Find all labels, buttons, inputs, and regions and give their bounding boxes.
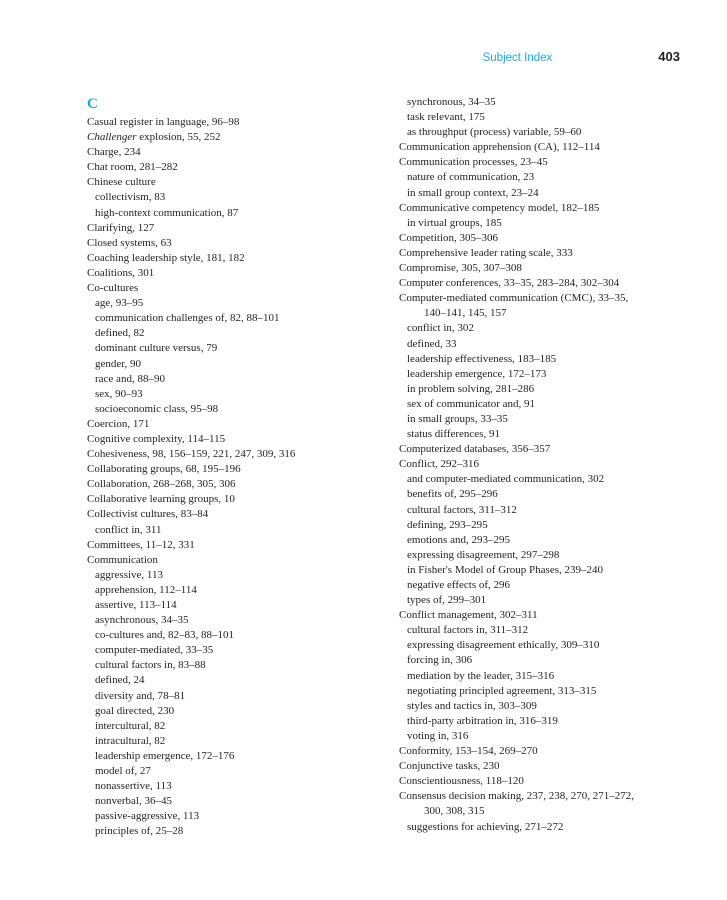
entry-text: explosion, 55, 252 xyxy=(136,131,221,144)
entry-text: Charge, 234 xyxy=(87,146,141,159)
entry-text: age, 93–95 xyxy=(95,297,144,310)
entry-text: Conflict management, 302–311 xyxy=(399,609,538,622)
entry-text: cultural factors in, 311–312 xyxy=(407,624,529,637)
entry-text: defined, 24 xyxy=(95,674,145,687)
entry-text: Chinese culture xyxy=(87,176,156,189)
entry-text: Communication apprehension (CA), 112–114 xyxy=(399,141,600,154)
index-entry xyxy=(399,140,699,155)
entry-text: benefits of, 295–296 xyxy=(407,488,498,501)
index-subentry xyxy=(399,95,699,110)
entry-text: Communicative competency model, 182–185 xyxy=(399,201,600,214)
index-entry xyxy=(87,281,387,296)
index-entry xyxy=(399,608,699,623)
entry-text: 300, 308, 315 xyxy=(424,805,485,818)
index-subentry xyxy=(399,518,699,533)
index-subentry xyxy=(87,387,387,402)
entry-text: as throughput (process) variable, 59–60 xyxy=(407,126,582,139)
entry-text: apprehension, 112–114 xyxy=(95,583,197,596)
index-subentry xyxy=(399,653,699,668)
entry-text: Computerized databases, 356–357 xyxy=(399,443,551,456)
index-subentry xyxy=(87,296,387,311)
entry-text: types of, 299–301 xyxy=(407,594,487,607)
index-entry xyxy=(87,160,387,175)
index-entry xyxy=(399,261,699,276)
index-entry xyxy=(399,457,699,472)
index-entry xyxy=(399,201,699,216)
entry-text: aggressive, 113 xyxy=(95,568,164,581)
index-entry-continuation xyxy=(399,804,699,819)
entry-text: Competition, 305–306 xyxy=(399,231,498,244)
index-entry xyxy=(87,462,387,477)
index-subentry xyxy=(87,673,387,688)
entry-text: Coercion, 171 xyxy=(87,417,150,430)
entry-text: forcing in, 306 xyxy=(407,654,473,667)
entry-text: intercultural, 82 xyxy=(95,719,166,732)
index-subentry xyxy=(87,357,387,372)
index-entry xyxy=(399,774,699,789)
entry-text: assertive, 113–114 xyxy=(95,599,177,611)
index-subentry xyxy=(87,326,387,341)
index-subentry xyxy=(87,809,387,824)
entry-text: in problem solving, 281–286 xyxy=(407,382,535,395)
index-subentry xyxy=(399,170,699,185)
entry-text: high-context communication, 87 xyxy=(95,206,239,219)
entry-text: passive-aggressive, 113 xyxy=(95,810,200,823)
index-subentry xyxy=(87,779,387,794)
entry-text: expressing disagreement, 297–298 xyxy=(407,548,560,561)
right-entries xyxy=(399,95,699,835)
index-entry xyxy=(87,417,387,432)
index-subentry xyxy=(87,311,387,326)
entry-text: 140–141, 145, 157 xyxy=(424,307,507,320)
index-entry xyxy=(399,291,699,306)
entry-text: sex, 90–93 xyxy=(95,387,143,400)
index-entry xyxy=(399,744,699,759)
index-entry xyxy=(399,155,699,170)
entry-text: Coaching leadership style, 181, 182 xyxy=(87,251,245,264)
index-entry xyxy=(399,442,699,457)
entry-text: asynchronous, 34–35 xyxy=(95,614,189,627)
entry-text: socioeconomic class, 95–98 xyxy=(95,402,219,415)
index-subentry xyxy=(399,638,699,653)
index-subentry xyxy=(399,216,699,231)
entry-text: race and, 88–90 xyxy=(95,372,165,385)
entry-text: Cognitive complexity, 114–115 xyxy=(87,432,226,445)
entry-text: Conformity, 153–154, 269–270 xyxy=(399,745,538,758)
entry-text: Committees, 11–12, 331 xyxy=(87,538,195,551)
entry-text: defined, 33 xyxy=(407,337,457,350)
index-entry xyxy=(87,251,387,266)
entry-text: model of, 27 xyxy=(95,765,151,778)
index-entry xyxy=(399,789,699,804)
index-subentry xyxy=(87,523,387,538)
index-subentry xyxy=(87,628,387,643)
index-entry xyxy=(87,492,387,507)
entry-text: negotiating principled agreement, 313–315 xyxy=(407,684,597,697)
index-subentry xyxy=(399,321,699,336)
index-subentry xyxy=(399,699,699,714)
entry-text: Conjunctive tasks, 230 xyxy=(399,760,500,773)
index-subentry xyxy=(87,568,387,583)
page-number: 403 xyxy=(658,49,680,64)
entry-text: Comprehensive leader rating scale, 333 xyxy=(399,246,573,259)
entry-text: communication challenges of, 82, 88–101 xyxy=(95,312,280,325)
entry-text: Clarifying, 127 xyxy=(87,221,155,234)
entry-text: third-party arbitration in, 316–319 xyxy=(407,714,558,727)
index-subentry xyxy=(399,593,699,608)
entry-text: conflict in, 302 xyxy=(407,322,474,335)
index-subentry xyxy=(87,190,387,205)
entry-text: in small groups, 33–35 xyxy=(407,412,508,425)
entry-text: Collaboration, 268–268, 305, 306 xyxy=(87,478,236,491)
index-subentry xyxy=(87,583,387,598)
entry-text: status differences, 91 xyxy=(407,428,500,441)
entry-text: Computer-mediated communication (CMC), 33–35, xyxy=(399,292,629,305)
index-subentry xyxy=(399,503,699,518)
index-entry xyxy=(399,759,699,774)
index-subentry xyxy=(399,578,699,593)
entry-text: cultural factors in, 83–88 xyxy=(95,659,206,672)
entry-text: Collaborative learning groups, 10 xyxy=(87,493,235,506)
entry-text: Consensus decision making, 237, 238, 270, 271–272, xyxy=(399,790,634,803)
entry-text: Conflict, 292–316 xyxy=(399,458,480,471)
index-entry xyxy=(87,538,387,553)
entry-text: conflict in, 311 xyxy=(95,523,162,536)
entry-text: nature of communication, 23 xyxy=(407,171,535,184)
index-subentry xyxy=(87,658,387,673)
entry-text: collectivism, 83 xyxy=(95,191,166,204)
index-entry-continuation xyxy=(399,306,699,321)
entry-text: task relevant, 175 xyxy=(407,111,485,124)
index-subentry xyxy=(87,704,387,719)
index-entry xyxy=(87,221,387,236)
index-subentry xyxy=(399,337,699,352)
index-subentry xyxy=(399,684,699,699)
entry-text: nonverbal, 36–45 xyxy=(95,795,172,808)
index-subentry xyxy=(399,729,699,744)
index-subentry xyxy=(87,719,387,734)
entry-text: Collectivist cultures, 83–84 xyxy=(87,508,209,521)
entry-text: Communication processes, 23–45 xyxy=(399,156,548,169)
entry-text: cultural factors, 311–312 xyxy=(407,503,517,516)
entry-text: Communication xyxy=(87,553,158,566)
index-subentry xyxy=(399,623,699,638)
entry-text: computer-mediated, 33–35 xyxy=(95,644,214,657)
index-subentry xyxy=(87,402,387,417)
index-entry xyxy=(87,236,387,251)
entry-text: voting in, 316 xyxy=(407,729,469,742)
index-subentry xyxy=(399,714,699,729)
entry-text: suggestions for achieving, 271–272 xyxy=(407,820,564,833)
index-subentry xyxy=(399,669,699,684)
entry-text: negative effects of, 296 xyxy=(407,579,511,591)
entry-text: Conscientiousness, 118–120 xyxy=(399,775,524,788)
left-entries xyxy=(87,115,387,840)
entry-text: gender, 90 xyxy=(95,357,141,370)
italic-term: Challenger xyxy=(87,131,137,144)
entry-text: mediation by the leader, 315–316 xyxy=(407,669,555,682)
index-subentry xyxy=(399,533,699,548)
index-entry xyxy=(87,130,387,145)
entry-text: nonassertive, 113 xyxy=(95,780,172,793)
index-subentry xyxy=(399,186,699,201)
index-subentry xyxy=(399,125,699,140)
running-head xyxy=(483,49,680,64)
index-subentry xyxy=(87,206,387,221)
entry-text: in small group context, 23–24 xyxy=(407,186,539,199)
index-subentry xyxy=(399,427,699,442)
section-title: Subject Index xyxy=(482,52,553,64)
entry-text: leadership emergence, 172–176 xyxy=(95,749,235,762)
index-entry xyxy=(87,447,387,462)
index-subentry xyxy=(87,372,387,387)
index-subentry xyxy=(399,487,699,502)
entry-text: expressing disagreement ethically, 309–310 xyxy=(407,639,600,652)
index-subentry xyxy=(399,472,699,487)
index-entry xyxy=(87,145,387,160)
entry-text: principles of, 25–28 xyxy=(95,825,184,838)
index-subentry xyxy=(87,824,387,839)
entry-text: intracultural, 82 xyxy=(95,734,166,747)
index-subentry xyxy=(399,367,699,382)
index-entry xyxy=(399,276,699,291)
index-entry xyxy=(399,231,699,246)
entry-text: defined, 82 xyxy=(95,327,145,340)
index-subentry xyxy=(87,749,387,764)
entry-text: synchronous, 34–35 xyxy=(407,96,496,108)
index-subentry xyxy=(399,110,699,125)
index-subentry xyxy=(87,734,387,749)
entry-text: leadership emergence, 172–173 xyxy=(407,367,547,380)
index-entry xyxy=(399,246,699,261)
letter-heading: C xyxy=(87,96,98,112)
index-entry xyxy=(87,507,387,522)
index-entry xyxy=(87,266,387,281)
entry-text: goal directed, 230 xyxy=(95,704,175,717)
index-entry xyxy=(87,175,387,190)
index-subentry xyxy=(87,598,387,613)
entry-text: emotions and, 293–295 xyxy=(407,533,510,546)
entry-text: sex of communicator and, 91 xyxy=(407,397,535,410)
entry-text: Chat room, 281–282 xyxy=(87,161,178,174)
index-subentry xyxy=(87,341,387,356)
index-subentry xyxy=(87,794,387,809)
entry-text: co-cultures and, 82–83, 88–101 xyxy=(95,629,234,642)
entry-text: Coalitions, 301 xyxy=(87,266,155,279)
entry-text: Collaborating groups, 68, 195–196 xyxy=(87,463,241,476)
entry-text: Co-cultures xyxy=(87,282,139,295)
entry-text: in virtual groups, 185 xyxy=(407,216,502,229)
index-entry xyxy=(87,477,387,492)
entry-text: Closed systems, 63 xyxy=(87,236,172,249)
index-subentry xyxy=(399,548,699,563)
index-entry xyxy=(87,432,387,447)
index-subentry xyxy=(87,764,387,779)
index-column-left xyxy=(87,95,387,840)
index-entry xyxy=(87,553,387,568)
index-subentry xyxy=(399,563,699,578)
entry-text: styles and tactics in, 303–309 xyxy=(407,699,537,712)
entry-text: Compromise, 305, 307–308 xyxy=(399,262,522,275)
index-subentry xyxy=(399,820,699,835)
index-subentry xyxy=(399,352,699,367)
entry-text: Cohesiveness, 98, 156–159, 221, 247, 309, 316 xyxy=(87,448,296,461)
index-subentry xyxy=(399,382,699,397)
index-subentry xyxy=(87,613,387,628)
entry-text: and computer-mediated communication, 302 xyxy=(407,473,605,486)
index-subentry xyxy=(399,412,699,427)
index-entry xyxy=(87,115,387,130)
index-subentry xyxy=(87,643,387,658)
entry-text: Computer conferences, 33–35, 283–284, 302–304 xyxy=(399,277,620,290)
entry-text: in Fisher's Model of Group Phases, 239–240 xyxy=(407,563,604,576)
index-subentry xyxy=(399,397,699,412)
index-subentry xyxy=(87,689,387,704)
entry-text: defining, 293–295 xyxy=(407,518,488,531)
entry-text: dominant culture versus, 79 xyxy=(95,342,218,355)
index-column-right xyxy=(399,95,699,835)
entry-text: Casual register in language, 96–98 xyxy=(87,116,240,128)
entry-text: diversity and, 78–81 xyxy=(95,689,186,702)
entry-text: leadership effectiveness, 183–185 xyxy=(407,352,557,365)
